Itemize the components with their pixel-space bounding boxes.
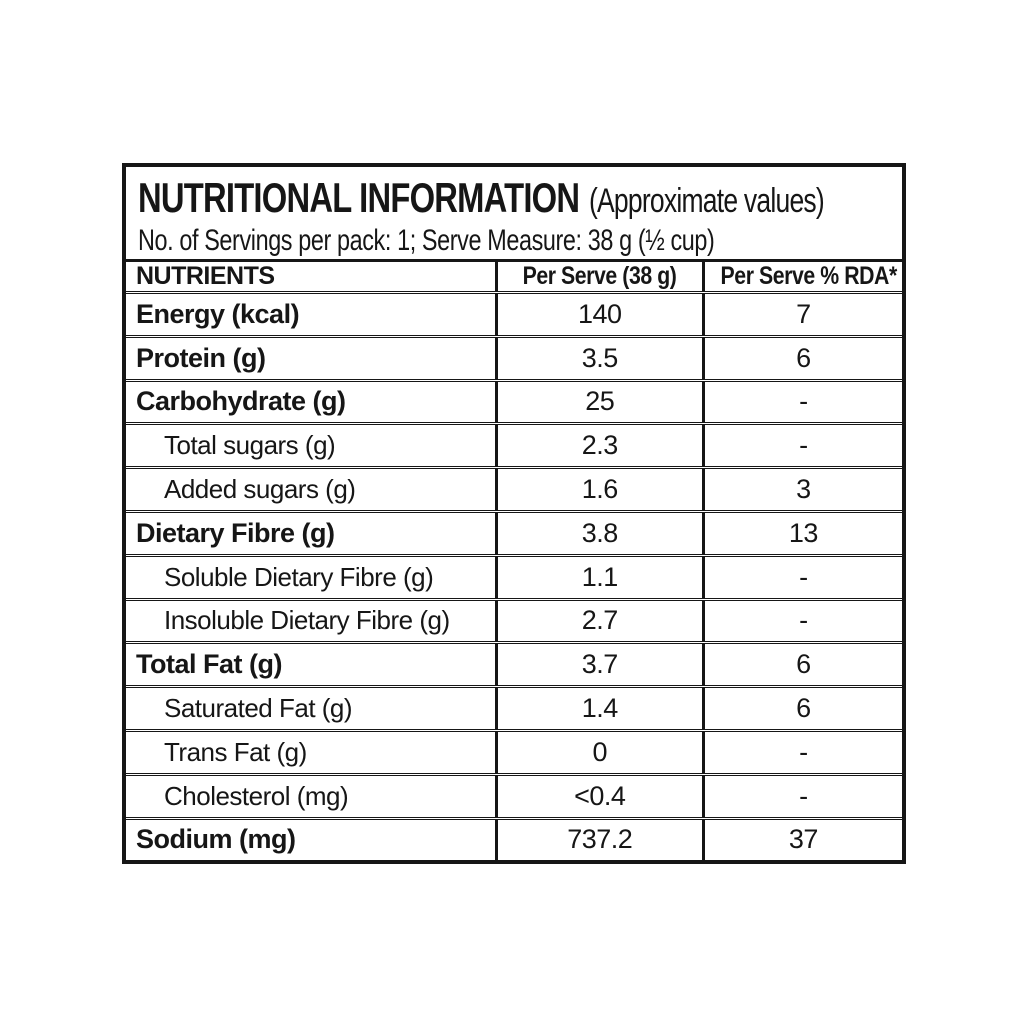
per-serve-cell: 1.4 (496, 687, 703, 731)
table-row (126, 730, 902, 774)
table-row (126, 336, 902, 380)
table-row (126, 687, 902, 731)
rda-cell: 6 (703, 336, 902, 380)
nutrient-cell: Total Fat (g) (126, 643, 496, 687)
table-row (126, 643, 902, 687)
label-title-line (138, 173, 824, 223)
label-header (126, 167, 902, 262)
nutrient-cell: Protein (g) (126, 336, 496, 380)
table-row (126, 774, 902, 818)
nutrient-cell: Insoluble Dietary Fibre (g) (126, 599, 496, 643)
nutrient-cell: Energy (kcal) (126, 293, 496, 337)
table-row (126, 380, 902, 424)
nutrient-cell: Dietary Fibre (g) (126, 511, 496, 555)
label-subtitle: No. of Servings per pack: 1; Serve Measure: 38 g (½ cup) (138, 224, 715, 257)
column-header-per-serve-text: Per Serve (38 g) (522, 262, 677, 290)
rda-cell: - (703, 774, 902, 818)
table-row (126, 511, 902, 555)
label-title: NUTRITIONAL INFORMATION (138, 174, 580, 221)
nutrient-cell: Trans Fat (g) (126, 730, 496, 774)
nutrient-cell: Total sugars (g) (126, 424, 496, 468)
rda-cell: 3 (703, 468, 902, 512)
per-serve-cell: 0 (496, 730, 703, 774)
column-header-rda-text: Per Serve % RDA* (720, 262, 897, 290)
table-row (126, 424, 902, 468)
nutrition-table (126, 262, 902, 860)
per-serve-cell: 3.8 (496, 511, 703, 555)
column-header-per-serve (496, 262, 703, 293)
column-header-rda (703, 262, 902, 293)
rda-cell: 7 (703, 293, 902, 337)
rda-cell: 37 (703, 818, 902, 860)
per-serve-cell: 2.7 (496, 599, 703, 643)
rda-cell: - (703, 555, 902, 599)
nutrient-cell: Saturated Fat (g) (126, 687, 496, 731)
table-row (126, 293, 902, 337)
rda-cell: - (703, 599, 902, 643)
nutrient-cell: Added sugars (g) (126, 468, 496, 512)
rda-cell: 6 (703, 643, 902, 687)
nutrient-cell: Soluble Dietary Fibre (g) (126, 555, 496, 599)
nutrient-cell: Carbohydrate (g) (126, 380, 496, 424)
nutrient-cell: Cholesterol (mg) (126, 774, 496, 818)
per-serve-cell: 3.5 (496, 336, 703, 380)
per-serve-cell: 737.2 (496, 818, 703, 860)
table-header-row (126, 262, 902, 293)
nutrition-label (122, 163, 906, 864)
rda-cell: - (703, 380, 902, 424)
table-row (126, 599, 902, 643)
label-title-suffix: (Approximate values) (588, 182, 824, 220)
per-serve-cell: 140 (496, 293, 703, 337)
table-row (126, 555, 902, 599)
rda-cell: - (703, 424, 902, 468)
per-serve-cell: 2.3 (496, 424, 703, 468)
table-row (126, 818, 902, 860)
rda-cell: 13 (703, 511, 902, 555)
table-row (126, 468, 902, 512)
per-serve-cell: 3.7 (496, 643, 703, 687)
rda-cell: 6 (703, 687, 902, 731)
nutrient-cell: Sodium (mg) (126, 818, 496, 860)
rda-cell: - (703, 730, 902, 774)
per-serve-cell: 25 (496, 380, 703, 424)
per-serve-cell: 1.1 (496, 555, 703, 599)
per-serve-cell: 1.6 (496, 468, 703, 512)
per-serve-cell: <0.4 (496, 774, 703, 818)
column-header-nutrients: NUTRIENTS (136, 262, 275, 290)
nutrition-table-body (126, 293, 902, 861)
